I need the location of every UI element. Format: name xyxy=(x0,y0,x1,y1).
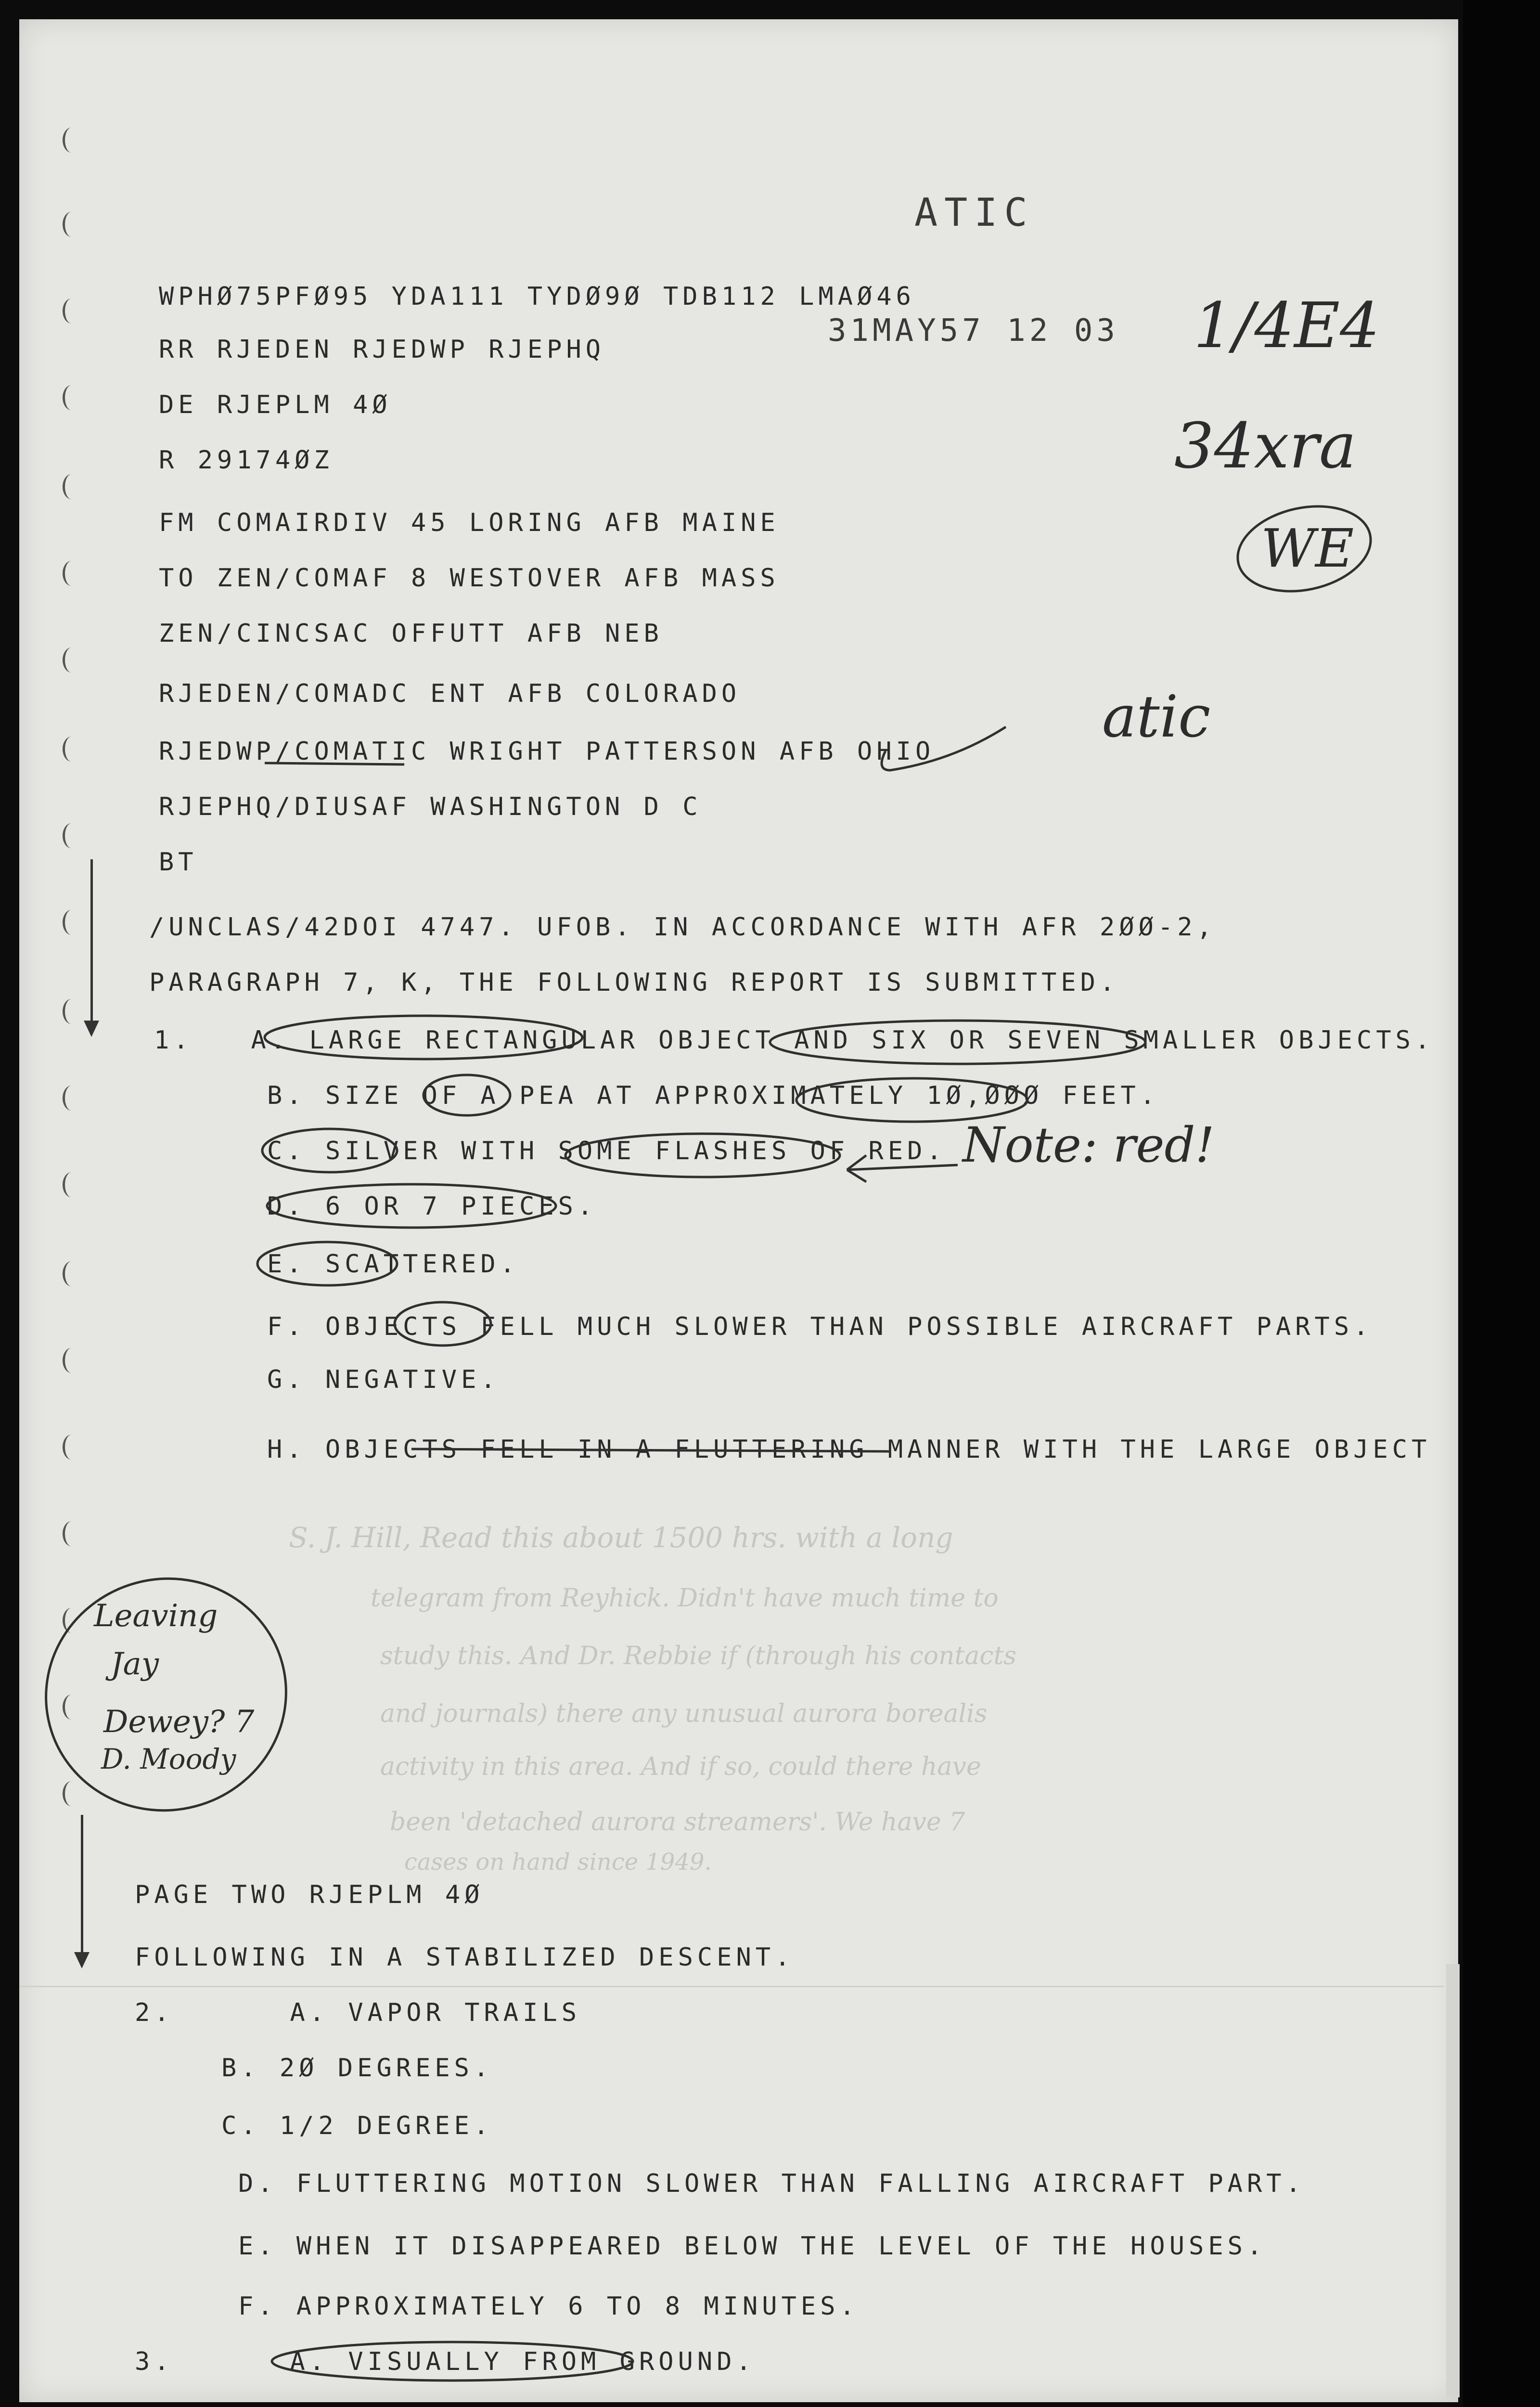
punch-hole xyxy=(63,1348,80,1373)
circled-note-line: D. Moody xyxy=(101,1743,236,1775)
margin-arrow xyxy=(81,1815,83,1954)
punch-hole xyxy=(63,1695,80,1720)
handwritten-initials: WE xyxy=(1261,518,1354,579)
margin-arrow-head xyxy=(74,1952,90,1968)
punch-hole xyxy=(63,823,80,848)
handwritten-note: Note: red! xyxy=(962,1117,1215,1173)
paper-strip xyxy=(1446,1964,1460,2397)
message-line: DE RJEPLM 4Ø xyxy=(159,390,392,419)
document-page xyxy=(19,19,1458,2402)
item-2b: B. 2Ø DEGREES. xyxy=(221,2054,493,2083)
scan-edge xyxy=(1463,0,1540,2407)
message-line: FM COMAIRDIV 45 LORING AFB MAINE xyxy=(159,508,780,537)
message-line: RR RJEDEN RJEDWP RJEPHQ xyxy=(159,335,605,364)
faint-note-line: activity in this area. And if so, could there have xyxy=(380,1752,981,1781)
faint-note-line: telegram from Reyhick. Didn't have much time to xyxy=(371,1584,999,1613)
punch-hole xyxy=(63,1086,80,1111)
circled-note-line: Dewey? 7 xyxy=(103,1704,255,1740)
punch-hole xyxy=(63,647,80,673)
punch-hole xyxy=(63,1172,80,1197)
punch-hole xyxy=(63,561,80,586)
item-2e: E. WHEN IT DISAPPEARED BELOW THE LEVEL OF THE HOUSES. xyxy=(238,2232,1267,2261)
message-line: BT xyxy=(159,848,198,877)
faint-note-line: study this. And Dr. Rebbie if (through his contacts xyxy=(380,1642,1017,1670)
punch-hole xyxy=(63,128,80,153)
punch-hole xyxy=(63,1608,80,1633)
message-line: /UNCLAS/42DOI 4747. UFOB. IN ACCORDANCE WITH AFR 2ØØ-2, xyxy=(149,913,1216,942)
item-1a: 1. A. LARGE RECTANGULAR OBJECT AND SIX OR SEVEN SMALLER OBJECTS. xyxy=(154,1026,1435,1055)
margin-arrow xyxy=(90,859,93,1023)
item-1d: D. 6 OR 7 PIECES. xyxy=(267,1192,597,1221)
message-line: R 29174ØZ xyxy=(159,446,334,475)
handwritten-code: 34xra xyxy=(1174,409,1357,482)
punch-hole xyxy=(63,1521,80,1546)
faint-note-line: S. J. Hill, Read this about 1500 hrs. with a long xyxy=(289,1521,953,1554)
circled-note-line: Jay xyxy=(111,1646,159,1682)
punch-hole xyxy=(63,474,80,499)
punch-hole xyxy=(63,910,80,935)
faint-note-line: and journals) there any unusual aurora borealis xyxy=(380,1699,988,1728)
page-fold xyxy=(19,1986,1444,1987)
item-1f: F. OBJECTS FELL MUCH SLOWER THAN POSSIBLE AIRCRAFT PARTS. xyxy=(267,1312,1373,1341)
message-line: RJEPHQ/DIUSAF WASHINGTON D C xyxy=(159,792,702,821)
message-line: PARAGRAPH 7, K, THE FOLLOWING REPORT IS SUBMITTED. xyxy=(149,968,1119,997)
punch-hole xyxy=(63,1781,80,1806)
punch-hole xyxy=(63,212,80,237)
message-line: ZEN/CINCSAC OFFUTT AFB NEB xyxy=(159,619,663,648)
punch-hole xyxy=(63,1261,80,1286)
item-2a: 2. A. VAPOR TRAILS xyxy=(135,1998,581,2027)
routing-line: WPHØ75PFØ95 YDA111 TYDØ9Ø TDB112 LMAØ46 xyxy=(159,282,915,311)
item-1b: B. SIZE OF A PEA AT APPROXIMATELY 1Ø,ØØØ FEET. xyxy=(267,1081,1160,1110)
punch-hole xyxy=(63,385,80,410)
item-2f: F. APPROXIMATELY 6 TO 8 MINUTES. xyxy=(238,2292,859,2321)
punch-hole xyxy=(63,999,80,1024)
item-2c: C. 1/2 DEGREE. xyxy=(221,2111,493,2140)
message-line: RJEDEN/COMADC ENT AFB COLORADO xyxy=(159,679,741,708)
item-1c: C. SILVER WITH SOME FLASHES OF RED. xyxy=(267,1137,946,1165)
page-two-header: PAGE TWO RJEPLM 4Ø xyxy=(135,1880,484,1909)
handwritten-code: 1/4E4 xyxy=(1194,289,1380,362)
item-2d: D. FLUTTERING MOTION SLOWER THAN FALLING AIRCRAFT PART. xyxy=(238,2169,1305,2198)
message-line: RJEDWP/COMATIC WRIGHT PATTERSON AFB OHIO xyxy=(159,737,935,766)
atic-stamp: ATIC xyxy=(914,190,1034,235)
item-1e: E. SCATTERED. xyxy=(267,1250,519,1279)
circled-note-line: Leaving xyxy=(94,1598,218,1634)
page-two-line: FOLLOWING IN A STABILIZED DESCENT. xyxy=(135,1943,795,1972)
punch-hole xyxy=(63,298,80,324)
message-line: TO ZEN/COMAF 8 WESTOVER AFB MASS xyxy=(159,564,780,593)
faint-note-line: been 'detached aurora streamers'. We have 7 xyxy=(390,1808,965,1837)
margin-arrow-head xyxy=(84,1021,99,1037)
date-stamp: 31MAY57 12 03 xyxy=(828,313,1119,349)
faint-note-line: cases on hand since 1949. xyxy=(404,1849,712,1876)
handwritten-atic: atic xyxy=(1102,684,1211,751)
item-1g: G. NEGATIVE. xyxy=(267,1365,500,1394)
item-3a: 3. A. VISUALLY FROM GROUND. xyxy=(135,2347,756,2376)
punch-hole xyxy=(63,1435,80,1460)
item-1h: H. OBJECTS FELL IN A FLUTTERING MANNER WITH THE LARGE OBJECT xyxy=(267,1435,1431,1464)
punch-hole xyxy=(63,737,80,762)
